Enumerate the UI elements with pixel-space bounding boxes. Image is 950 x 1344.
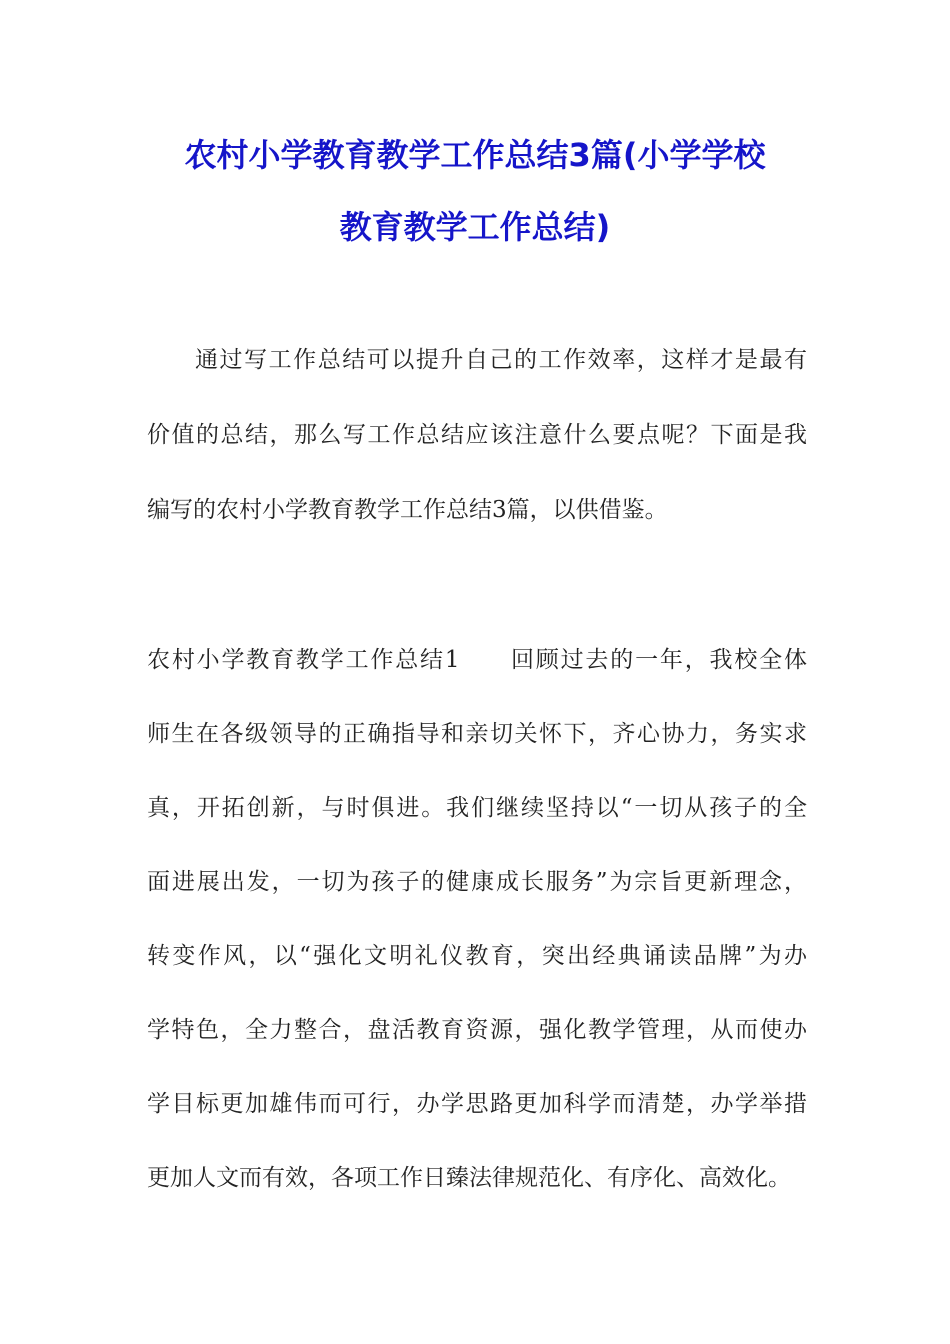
section1-paragraph-line-7: 学目标更加雄伟而可行，办学思路更加科学而清楚，办学举措 xyxy=(147,1091,807,1117)
document-title-line-1: 农村小学教育教学工作总结3篇(小学学校 xyxy=(184,136,766,174)
section1-paragraph-line-5: 转变作风，以“强化文明礼仪教育，突出经典诵读品牌”为办 xyxy=(147,943,807,969)
intro-paragraph-line-1: 通过写工作总结可以提升自己的工作效率，这样才是最有 xyxy=(195,347,807,373)
section1-paragraph-line-1: 农村小学教育教学工作总结1 回顾过去的一年，我校全体 xyxy=(147,647,807,673)
section1-paragraph-line-4: 面进展出发，一切为孩子的健康成长服务”为宗旨更新理念， xyxy=(147,869,807,895)
document-title-line-2: 教育教学工作总结) xyxy=(339,208,611,246)
section1-paragraph-line-8: 更加人文而有效，各项工作日臻法律规范化、有序化、高效化。 xyxy=(147,1165,791,1191)
intro-paragraph-line-3: 编写的农村小学教育教学工作总结3篇，以供借鉴。 xyxy=(147,497,668,523)
section1-paragraph-line-6: 学特色，全力整合，盘活教育资源，强化教学管理，从而使办 xyxy=(147,1017,807,1043)
section1-paragraph-line-3: 真，开拓创新，与时俱进。我们继续坚持以“一切从孩子的全 xyxy=(147,795,807,821)
section1-paragraph-line-2: 师生在各级领导的正确指导和亲切关怀下，齐心协力，务实求 xyxy=(147,721,807,747)
intro-paragraph-line-2: 价值的总结，那么写工作总结应该注意什么要点呢？下面是我 xyxy=(147,422,807,448)
